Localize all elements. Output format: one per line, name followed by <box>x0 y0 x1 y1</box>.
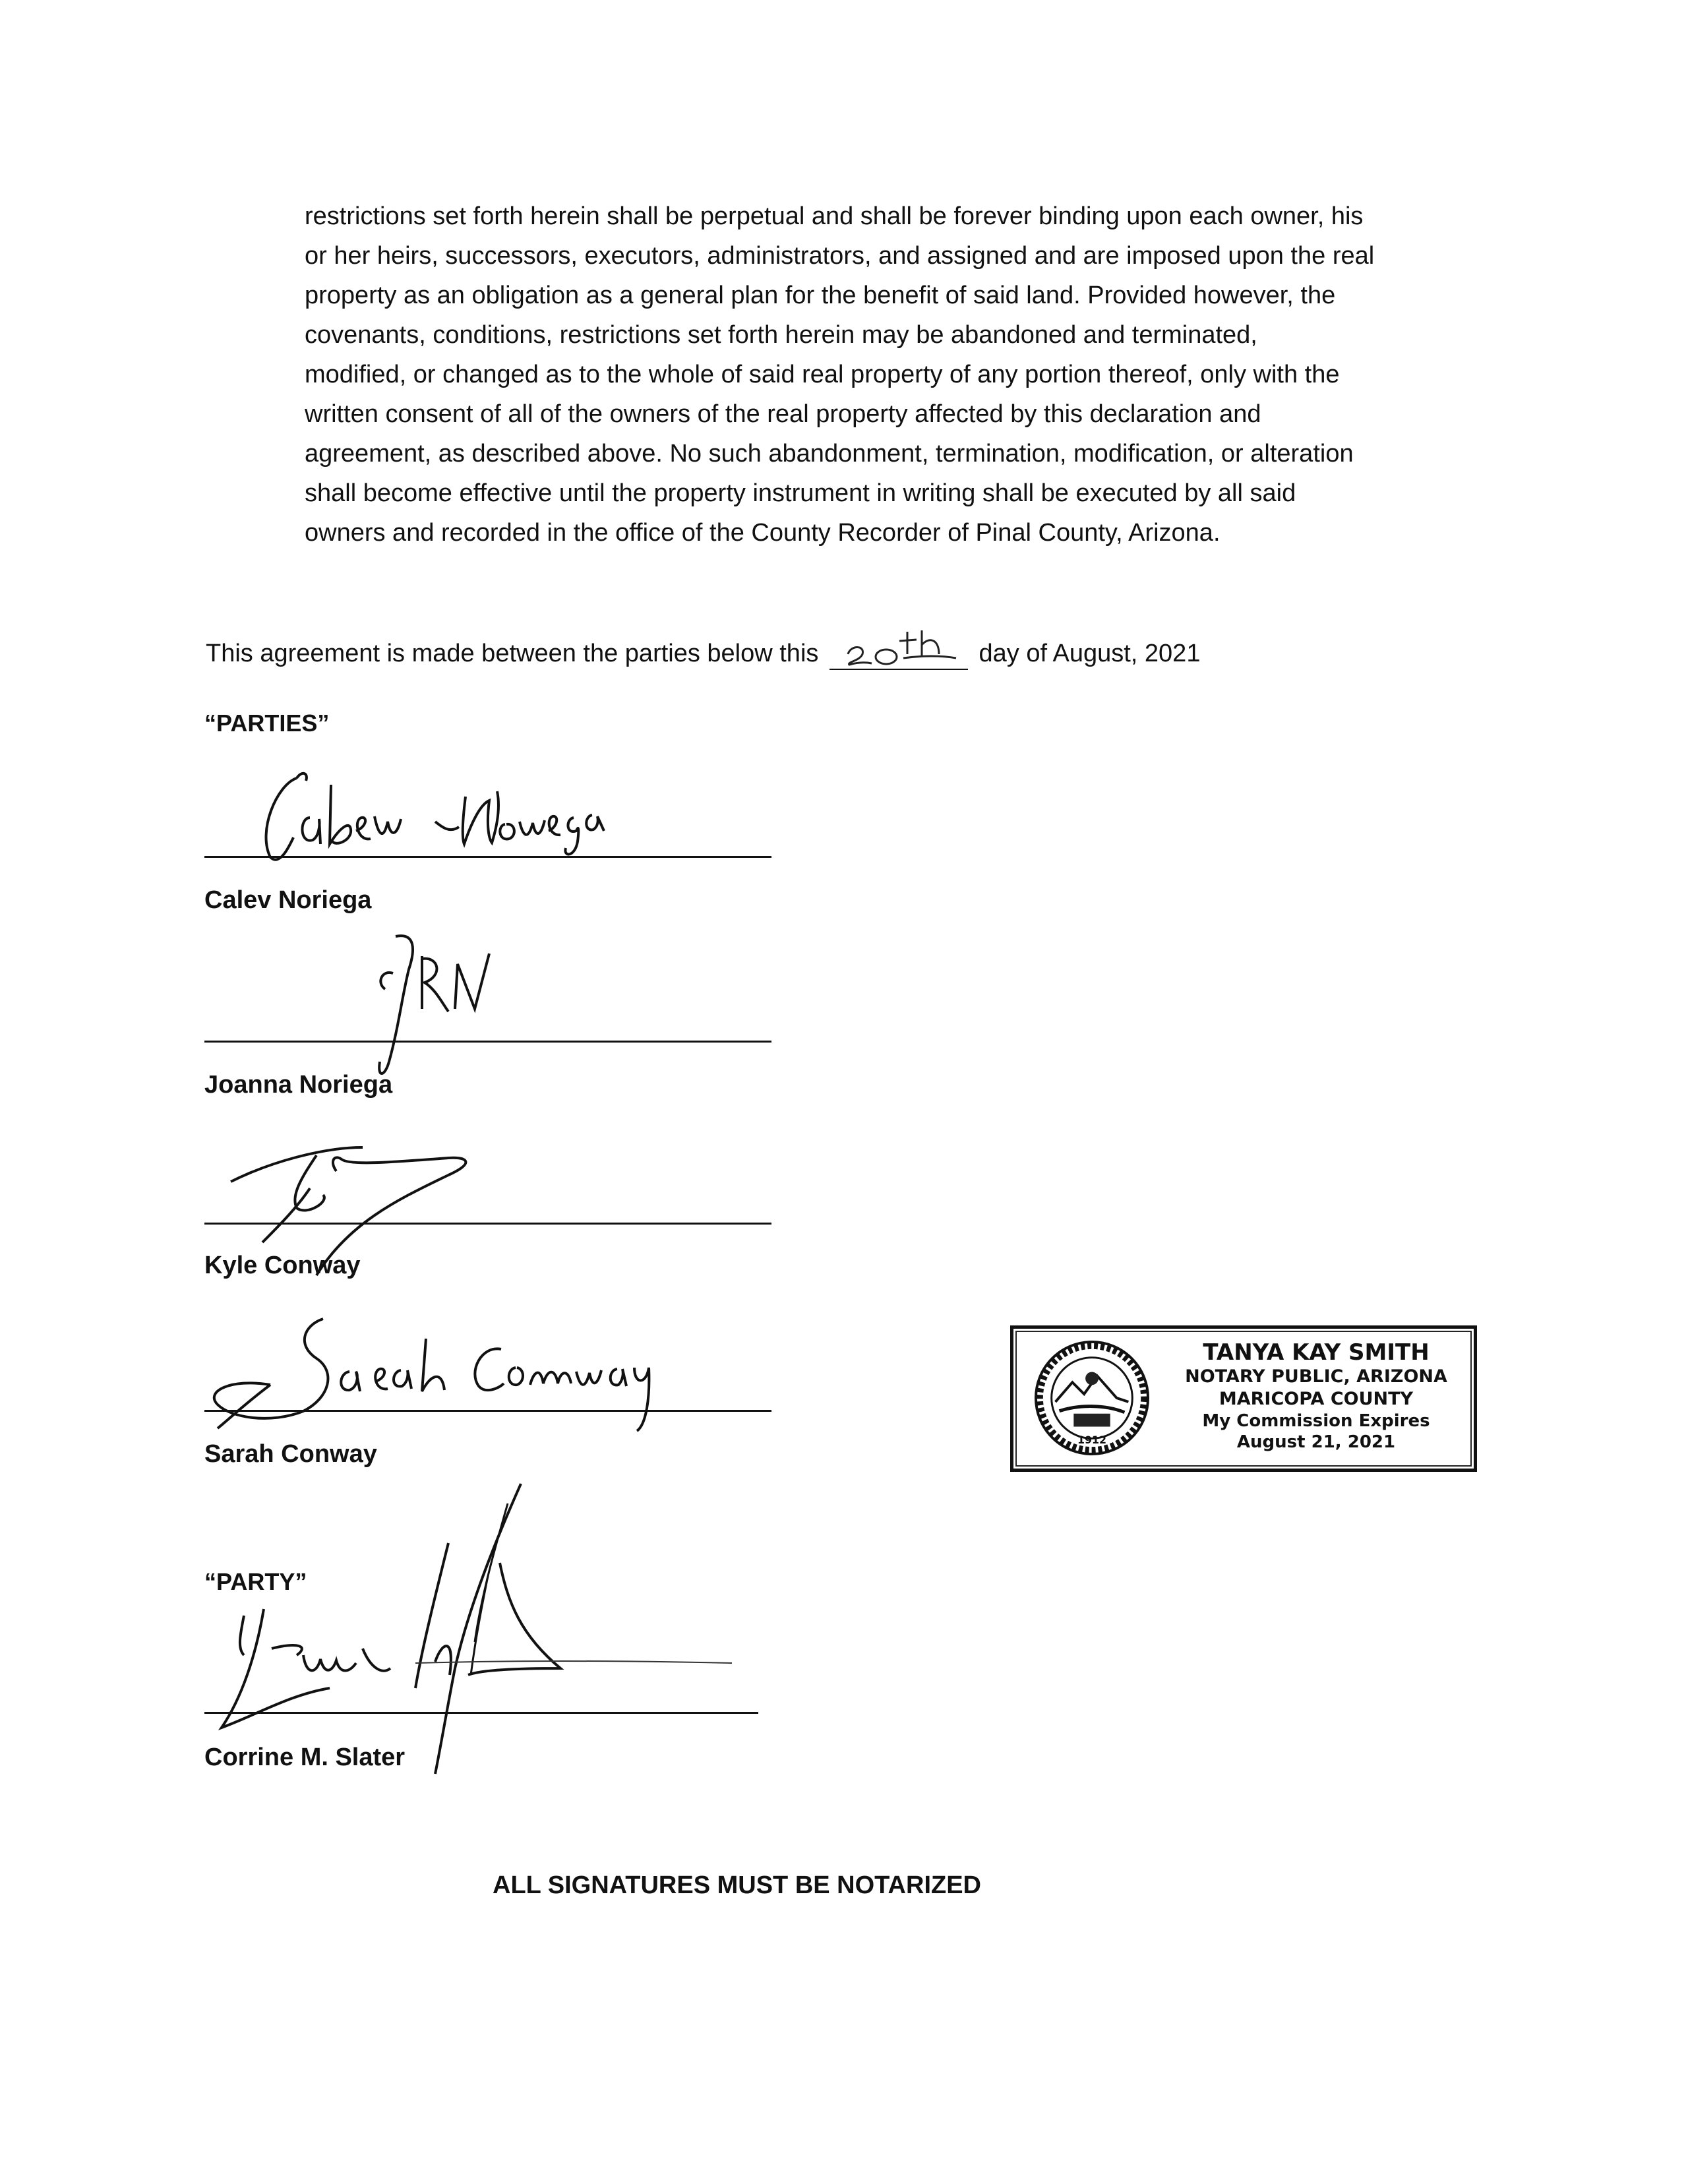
signature-line <box>204 1410 771 1412</box>
paragraph-line: written consent of all of the owners of the real property affected by this declaration and <box>305 400 1261 428</box>
signatory-name: Joanna Noriega <box>204 1071 393 1099</box>
handwritten-day <box>843 625 968 669</box>
agreement-prefix: This agreement is made between the parties below this <box>206 640 819 667</box>
signature-block-kyle-conway <box>204 1129 771 1300</box>
signatory-name: Sarah Conway <box>204 1440 377 1468</box>
notarization-notice <box>0 1871 1474 1900</box>
covenant-paragraph <box>305 197 1485 553</box>
parties-heading: “PARTIES” <box>204 710 330 737</box>
signatory-name: Corrine M. Slater <box>204 1744 406 1771</box>
seal-year: 1912 <box>1077 1434 1107 1447</box>
signature-block-calev-noriega <box>204 758 771 930</box>
notary-title: NOTARY PUBLIC, ARIZONA <box>1185 1366 1447 1387</box>
paragraph-line: shall become effective until the property instrument in writing shall be executed by all said <box>305 479 1296 507</box>
notary-stamp-text <box>1161 1339 1471 1453</box>
agreement-suffix: day of August, 2021 <box>979 640 1201 667</box>
notary-expiration: August 21, 2021 <box>1236 1432 1396 1452</box>
arizona-seal-icon <box>1033 1339 1151 1457</box>
signature-block-sarah-conway <box>204 1312 771 1484</box>
signature-line <box>204 1041 771 1043</box>
paragraph-line: restrictions set forth herein shall be perpetual and shall be forever binding upon each owner, his <box>305 202 1364 230</box>
paragraph-line: or her heirs, successors, executors, administrators, and assigned and are imposed upon the real <box>305 242 1375 270</box>
signatory-name: Calev Noriega <box>204 886 372 914</box>
paragraph-line: owners and recorded in the office of the County Recorder of Pinal County, Arizona. <box>305 519 1221 547</box>
day-blank <box>829 642 968 670</box>
party-heading: “PARTY” <box>204 1568 307 1595</box>
agreement-date-line <box>206 637 1200 670</box>
signature-line <box>204 856 771 858</box>
signature-block-joanna-noriega <box>204 930 771 1114</box>
signature-corrine-slater <box>218 1477 864 1787</box>
notarization-notice-text: ALL SIGNATURES MUST BE NOTARIZED <box>493 1871 981 1899</box>
paragraph-line: covenants, conditions, restrictions set forth herein may be abandoned and terminated, <box>305 321 1257 349</box>
notary-commission: My Commission Expires <box>1202 1411 1430 1431</box>
notary-county: MARICOPA COUNTY <box>1219 1389 1414 1409</box>
signature-sarah-conway <box>191 1312 732 1457</box>
notary-stamp <box>1010 1325 1477 1472</box>
signature-calev-noriega <box>244 758 719 864</box>
signature-joanna-noriega <box>316 930 580 1081</box>
paragraph-line: modified, or changed as to the whole of said real property of any portion thereof, only with the <box>305 361 1340 388</box>
paragraph-line: agreement, as described above. No such abandonment, termination, modification, or alteration <box>305 440 1354 468</box>
notary-name: TANYA KAY SMITH <box>1203 1339 1430 1366</box>
paragraph-line: property as an obligation as a general plan for the benefit of said land. Provided however, the <box>305 282 1336 309</box>
signatory-name: Kyle Conway <box>204 1252 361 1279</box>
signature-line <box>204 1712 758 1714</box>
signature-block-corrine-slater <box>204 1477 864 1780</box>
signature-line <box>204 1223 771 1225</box>
